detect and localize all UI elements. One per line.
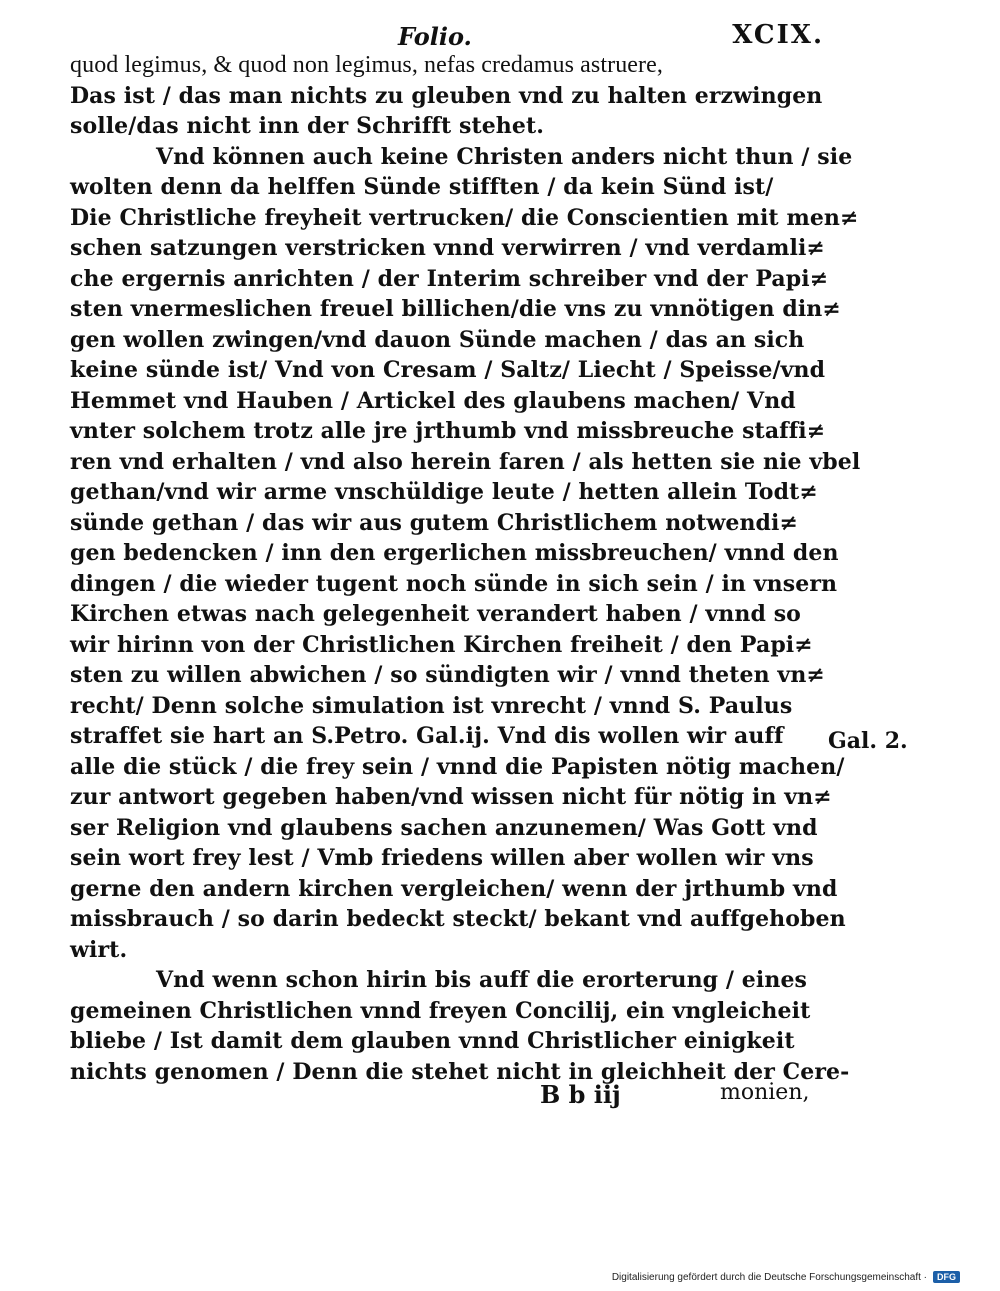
folio-number: XCIX. (732, 20, 824, 50)
text-line: gerne den andern kirchen vergleichen/ wenn der jrthumb vnd (70, 875, 838, 902)
margin-note: Gal. 2. (828, 728, 908, 754)
signature-mark: B b iij (540, 1080, 621, 1109)
text-line: straffet sie hart an S.Petro. Gal.ij. Vnd dis wollen wir auff (70, 723, 784, 749)
text-line: nichts genomen / Denn die stehet nicht in gleichheit der Cere- (70, 1058, 850, 1085)
text-line: Hemmet vnd Hauben / Artickel des glaubens machen/ Vnd (70, 387, 796, 414)
text-line: sünde gethan / das wir aus gutem Christlichem notwendi≠ (70, 509, 799, 536)
text-line: Das ist / das man nichts zu gleuben vnd zu halten erzwingen (70, 82, 823, 109)
text-line: solle/das nicht inn der Schrifft stehet. (70, 113, 545, 139)
dfg-logo: DFG (933, 1271, 960, 1283)
text-line: Vnd können auch keine Christen anders nicht thun / sie (156, 143, 853, 170)
text-line: gethan/vnd wir arme vnschüldige leute / hetten allein Todt≠ (70, 479, 818, 505)
text-line: dingen / die wieder tugent noch sünde in sich sein / in vnsern (70, 570, 838, 597)
text-line: wolten denn da helffen Sünde stifften / da kein Sünd ist/ (70, 174, 774, 200)
text-line: missbrauch / so darin bedeckt steckt/ bekant vnd auffgehoben (70, 906, 846, 932)
text-line: schen satzungen verstricken vnnd verwirren / vnd verdamli≠ (70, 235, 825, 261)
text-line: Die Christliche freyheit vertrucken/ die Conscientien mit men≠ (70, 204, 859, 231)
text-line: ren vnd erhalten / vnd also herein faren / als hetten sie nie vbel (70, 448, 861, 475)
digitization-footer (612, 1271, 960, 1283)
footer-text: Digitalisierung gefördert durch die Deutsche Forschungsgemeinschaft · (611, 1271, 927, 1283)
text-line: sten vnermeslichen freuel billichen/die vns zu vnnötigen din≠ (70, 296, 841, 322)
text-line: gemeinen Christlichen vnnd freyen Concilij, ein vngleicheit (70, 997, 811, 1024)
text-line: bliebe / Ist damit dem glauben vnnd Christlicher einigkeit (70, 1028, 795, 1054)
text-line: Vnd wenn schon hirin bis auff die erorterung / eines (156, 967, 808, 993)
text-line: wirt. (70, 936, 128, 963)
text-line: che ergernis anrichten / der Interim schreiber vnd der Papi≠ (70, 265, 829, 292)
text-line: zur antwort gegeben haben/vnd wissen nicht für nötig in vn≠ (70, 784, 832, 810)
text-line: gen wollen zwingen/vnd dauon Sünde machen / das an sich (70, 326, 805, 353)
text-line: ser Religion vnd glaubens sachen anzunemen/ Was Gott vnd (70, 814, 818, 841)
text-line: sein wort frey lest / Vmb friedens willen aber wollen wir vns (70, 845, 814, 871)
text-line: wir hirinn von der Christlichen Kirchen freiheit / den Papi≠ (70, 631, 813, 658)
page-body (70, 50, 861, 1087)
text-line: gen bedencken / inn den ergerlichen missbreuchen/ vnnd den (70, 540, 839, 566)
text-line: keine sünde ist/ Vnd von Cresam / Saltz/ Liecht / Speisse/vnd (70, 357, 826, 383)
folio-label: Folio. (398, 22, 472, 51)
text-line: quod legimus, & quod non legimus, nefas credamus astruere, (70, 52, 664, 78)
text-line: Kirchen etwas nach gelegenheit verandert haben / vnnd so (70, 601, 801, 627)
text-line: alle die stück / die frey sein / vnnd die Papisten nötig machen/ (70, 753, 845, 780)
text-line: vnter solchem trotz alle jre jrthumb vnd missbreuche staffi≠ (70, 418, 826, 444)
text-line: recht/ Denn solche simulation ist vnrecht / vnnd S. Paulus (70, 692, 793, 719)
catchword: monien, (720, 1080, 810, 1105)
text-line: sten zu willen abwichen / so sündigten wir / vnnd theten vn≠ (70, 662, 825, 688)
